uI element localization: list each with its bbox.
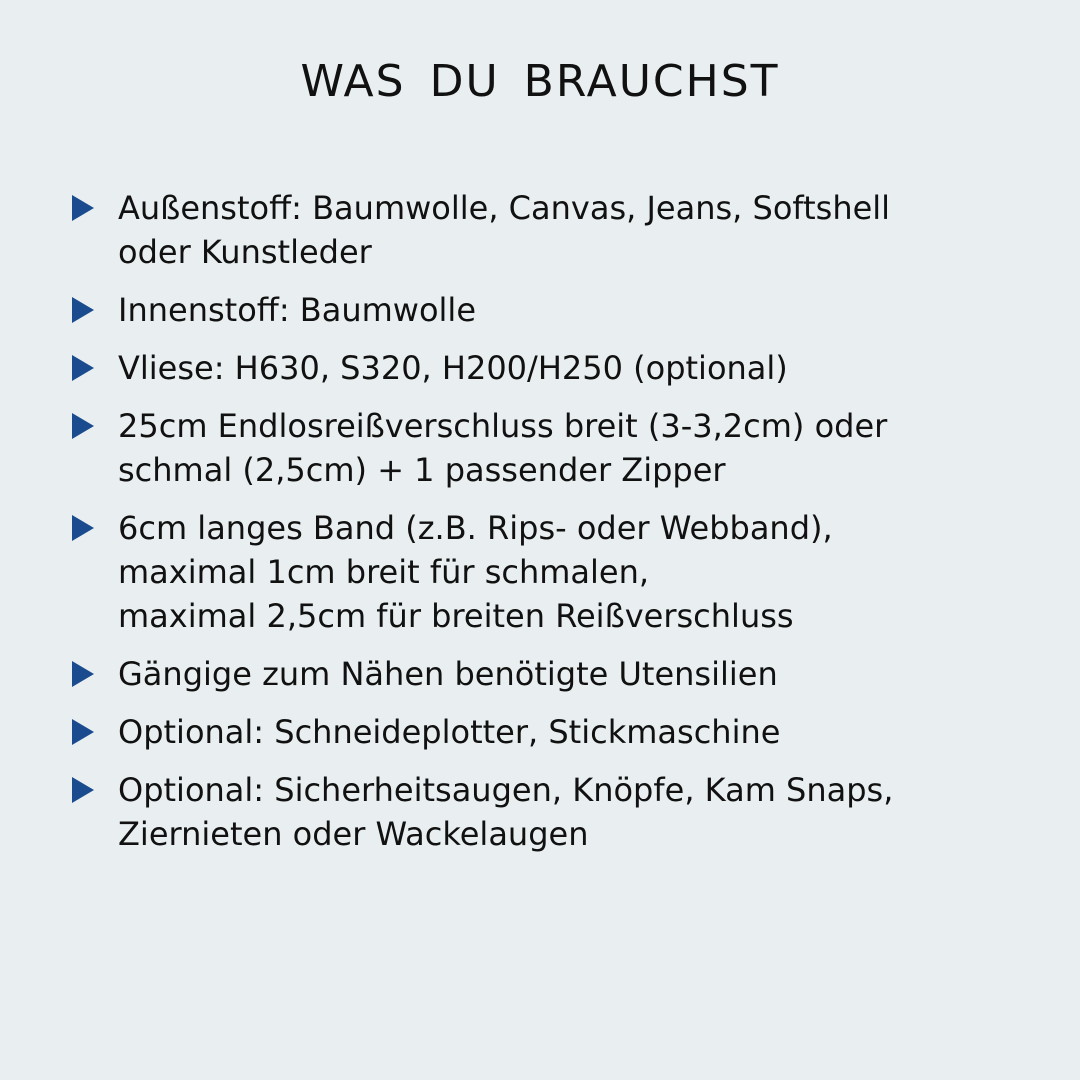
list-item xyxy=(72,506,1032,638)
triangle-bullet-icon xyxy=(72,719,94,745)
list-item-text-line: schmal (2,5cm) + 1 passender Zipper xyxy=(118,451,726,489)
list-item-text-line: Außenstoff: Baumwolle, Canvas, Jeans, Softshell xyxy=(118,189,891,227)
list-item-text-line: oder Kunstleder xyxy=(118,233,372,271)
list-item-text-line: maximal 1cm breit für schmalen, xyxy=(118,553,650,591)
triangle-bullet-icon xyxy=(72,413,94,439)
list-item-text-line: 6cm langes Band (z.B. Rips- oder Webband), xyxy=(118,509,833,547)
list-item xyxy=(72,346,1032,390)
list-item-text-line: 25cm Endlosreißverschluss breit (3-3,2cm) oder xyxy=(118,407,888,445)
page-title: WAS DU BRAUCHST xyxy=(300,56,780,107)
list-item xyxy=(72,710,1032,754)
list-item xyxy=(72,652,1032,696)
list-item-text-line: maximal 2,5cm für breiten Reißverschluss xyxy=(118,597,794,635)
list-item xyxy=(72,186,1032,274)
triangle-bullet-icon xyxy=(72,355,94,381)
list-item-text-line: Ziernieten oder Wackelaugen xyxy=(118,815,589,853)
list-item-text-line: Vliese: H630, S320, H200/H250 (optional) xyxy=(118,349,788,387)
list-item xyxy=(72,768,1032,856)
list-item xyxy=(72,404,1032,492)
supplies-list xyxy=(72,186,1032,870)
triangle-bullet-icon xyxy=(72,195,94,221)
list-item xyxy=(72,288,1032,332)
triangle-bullet-icon xyxy=(72,515,94,541)
list-item-text-line: Optional: Schneideplotter, Stickmaschine xyxy=(118,713,781,751)
list-item-text-line: Gängige zum Nähen benötigte Utensilien xyxy=(118,655,778,693)
triangle-bullet-icon xyxy=(72,777,94,803)
triangle-bullet-icon xyxy=(72,297,94,323)
triangle-bullet-icon xyxy=(72,661,94,687)
list-item-text-line: Optional: Sicherheitsaugen, Knöpfe, Kam Snaps, xyxy=(118,771,894,809)
list-item-text-line: Innenstoff: Baumwolle xyxy=(118,291,476,329)
